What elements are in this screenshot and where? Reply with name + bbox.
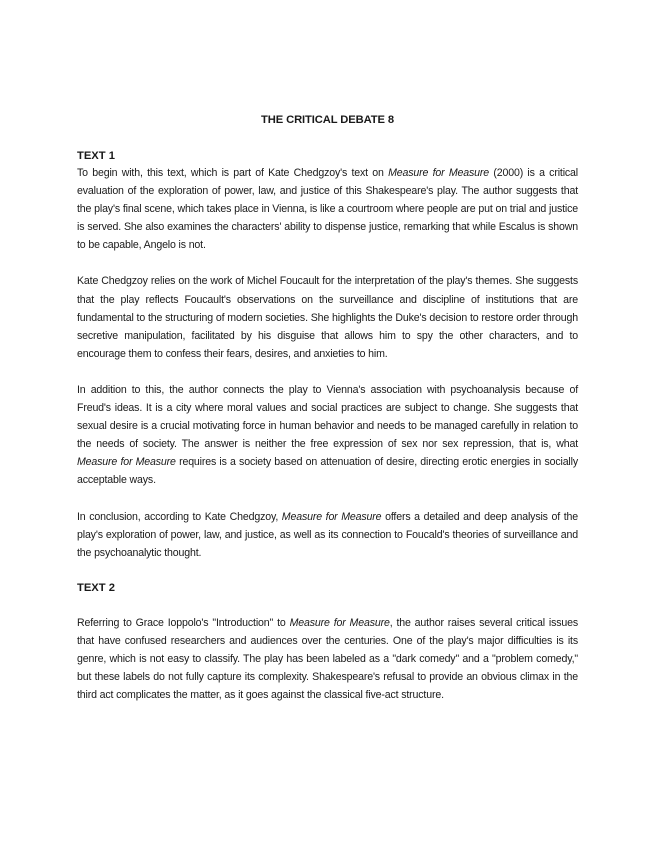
italic-title: Measure for Measure [77, 456, 176, 469]
text-run: (2000) is a critical evaluation of the exploration of power, law, and justice of this Shakespeare's play. The author suggests that the play's final scene, which takes place in Vienna, is like a courtroom where people are put on trial and justice is served. She also examines the characters' ability to dispense justice, remarking that while Escalus is shown to be capable, Angelo is not. [77, 167, 578, 252]
section-text-1 [77, 148, 578, 562]
italic-title: Measure for Measure [289, 616, 390, 629]
section-heading: TEXT 1 [77, 150, 115, 162]
document-title: THE CRITICAL DEBATE 8 [261, 114, 394, 126]
italic-title: Measure for Measure [388, 167, 490, 179]
section-heading: TEXT 2 [77, 581, 115, 594]
text-run: Kate Chedgzoy relies on the work of Michel Foucault for the interpretation of the play's themes. She suggests that the play reflects Foucault's observations on the surveillance and discipline of institutions that are fundamental to the structuring of modern societies. She highlights the Duke's decision to restore order through secretive manipulation, facilitated by his disguise that allows him to spy the other characters, and to encourage them to confess their fears, desires, and anxieties to him. [77, 275, 578, 360]
paragraph [77, 381, 578, 490]
paragraph [77, 614, 578, 704]
text-run: To begin with, this text, which is part of Kate Chedgzoy's text on [77, 167, 389, 179]
text-run: offers a detailed and deep analysis of the play's exploration of power, law, and justice, as well as its connection to Foucald's theories of surveillance and the psychoanalytic thought. [77, 510, 578, 559]
text-run: In conclusion, according to Kate Chedgzoy, [77, 510, 282, 523]
text-run: , the author raises several critical issues that have confused researchers and audiences over the centuries. One of the play's major difficulties is its genre, which is not easy to classify. The play has been labeled as a "dark comedy" and a "problem comedy," but these labels do not fully capture its complexity. Shakespeare's refusal to provide an obvious climax in the third act complicates the matter, as it goes against the classical five-act structure. [77, 616, 579, 702]
text-run: Referring to Grace Ioppolo's "Introduction" to [77, 616, 290, 629]
paragraph [77, 508, 578, 562]
section-text-2 [77, 580, 578, 704]
document-page [77, 112, 578, 722]
italic-title: Measure for Measure [281, 510, 382, 523]
text-run: requires is a society based on attenuation of desire, directing erotic energies in socially acceptable ways. [77, 456, 578, 487]
paragraph [77, 272, 578, 362]
text-run: In addition to this, the author connects the play to Vienna's association with psychoanalysis because of Freud's ideas. It is a city where moral values and social practices are subject to change. She suggests that sexual desire is a crucial motivating force in human behavior and needs to be managed carefully in relation to the needs of society. The answer is neither the free expression of sex nor sex repression, that is, what [77, 383, 578, 451]
paragraph [77, 164, 578, 254]
